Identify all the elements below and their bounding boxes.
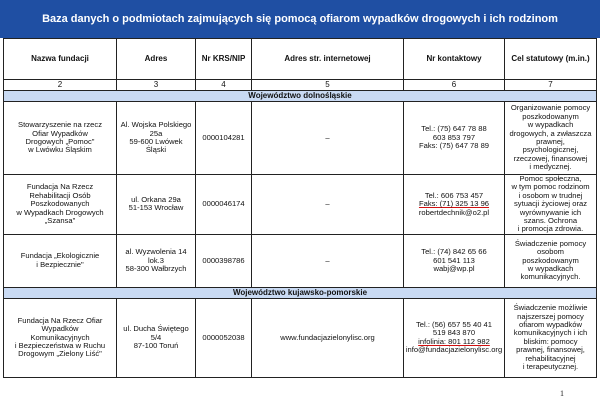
- region-row: [4, 287, 597, 298]
- col-number: 4: [196, 80, 252, 91]
- cell-krs: 0000046174: [196, 175, 252, 235]
- cell-address: Al. Wojska Polskiego 25a 59-600 Lwówek Śląski: [117, 102, 196, 175]
- page-title: Baza danych o podmiotach zajmujących się pomocą ofiarom wypadków drogowych i ich rodzinom: [0, 0, 600, 38]
- header-row: [4, 39, 597, 80]
- cell-krs: 0000052038: [196, 298, 252, 377]
- header-krs: Nr KRS/NIP: [196, 39, 252, 80]
- cell-name: Fundacja Na Rzecz Ofiar Wypadków Komunikacyjnych i Bezpieczeństwa w Ruchu Drogowym „Zielony Liść": [4, 298, 117, 377]
- cell-www: –: [252, 175, 404, 235]
- region-dolnoslaskie: Województwo dolnośląskie: [4, 91, 597, 102]
- col-number: 6: [404, 80, 505, 91]
- table-row: [4, 298, 597, 377]
- header-name: Nazwa fundacji: [4, 39, 117, 80]
- header-address: Adres: [117, 39, 196, 80]
- cell-krs: 0000398786: [196, 234, 252, 287]
- cell-goal: Organizowanie pomocy poszkodowanym w wypadkach drogowych, a zwłaszcza prawnej, psychologicznej, rzeczowej, finansowej i medycznej.: [505, 102, 597, 175]
- table-row: [4, 234, 597, 287]
- cell-goal: Pomoc społeczna, w tym pomoc rodzinom i osobom w trudnej sytuacji życiowej oraz wyrównywanie ich szans. Ochrona i promocja zdrowia.: [505, 175, 597, 235]
- region-kujawsko: Województwo kujawsko-pomorskie: [4, 287, 597, 298]
- header-www: Adres str. internetowej: [252, 39, 404, 80]
- cell-www: –: [252, 234, 404, 287]
- cell-www: www.fundacjazielonylisc.org: [252, 298, 404, 377]
- page-number: 1: [560, 389, 564, 398]
- cell-contact: Tel.: (75) 647 78 88 603 853 797 Faks: (75) 647 78 89: [404, 102, 505, 175]
- col-number: 7: [505, 80, 597, 91]
- column-number-row: [4, 80, 597, 91]
- cell-name: Fundacja Na Rzecz Rehabilitacji Osób Poszkodowanych w Wypadkach Drogowych „Szansa": [4, 175, 117, 235]
- cell-contact: Tel.: (56) 657 55 40 41 519 843 870 infolinia: 801 112 982 info@fundacjazielonylisc.org: [404, 298, 505, 377]
- col-number: 5: [252, 80, 404, 91]
- cell-goal: Świadczenie pomocy osobom poszkodowanym w wypadkach komunikacyjnych.: [505, 234, 597, 287]
- cell-www: –: [252, 102, 404, 175]
- cell-name: Stowarzyszenie na rzecz Ofiar Wypadków Drogowych „Pomoc" w Lwówku Śląskim: [4, 102, 117, 175]
- region-row: [4, 91, 597, 102]
- col-number: 2: [4, 80, 117, 91]
- header-goal: Cel statutowy (m.in.): [505, 39, 597, 80]
- cell-goal: Świadczenie możliwie najszerszej pomocy ofiarom wypadków komunikacyjnych i ich bliskim: pomocy prawnej, finansowej, rehabilitacyjnej i terapeutycznej.: [505, 298, 597, 377]
- cell-address: ul. Orkana 29a 51-153 Wrocław: [117, 175, 196, 235]
- table-row: [4, 175, 597, 235]
- foundations-table: [3, 38, 597, 378]
- table-row: [4, 102, 597, 175]
- header-contact: Nr kontaktowy: [404, 39, 505, 80]
- cell-contact: Tel.: 606 753 457 Faks: (71) 325 13 96 robertdechnik@o2.pl: [404, 175, 505, 235]
- cell-address: ul. Ducha Świętego 5/4 87-100 Toruń: [117, 298, 196, 377]
- cell-krs: 0000104281: [196, 102, 252, 175]
- cell-name: Fundacja „Ekologicznie i Bezpiecznie": [4, 234, 117, 287]
- col-number: 3: [117, 80, 196, 91]
- cell-address: al. Wyzwolenia 14 lok.3 58-300 Wałbrzych: [117, 234, 196, 287]
- cell-contact: Tel.: (74) 842 65 66 601 541 113 wabj@wp.pl: [404, 234, 505, 287]
